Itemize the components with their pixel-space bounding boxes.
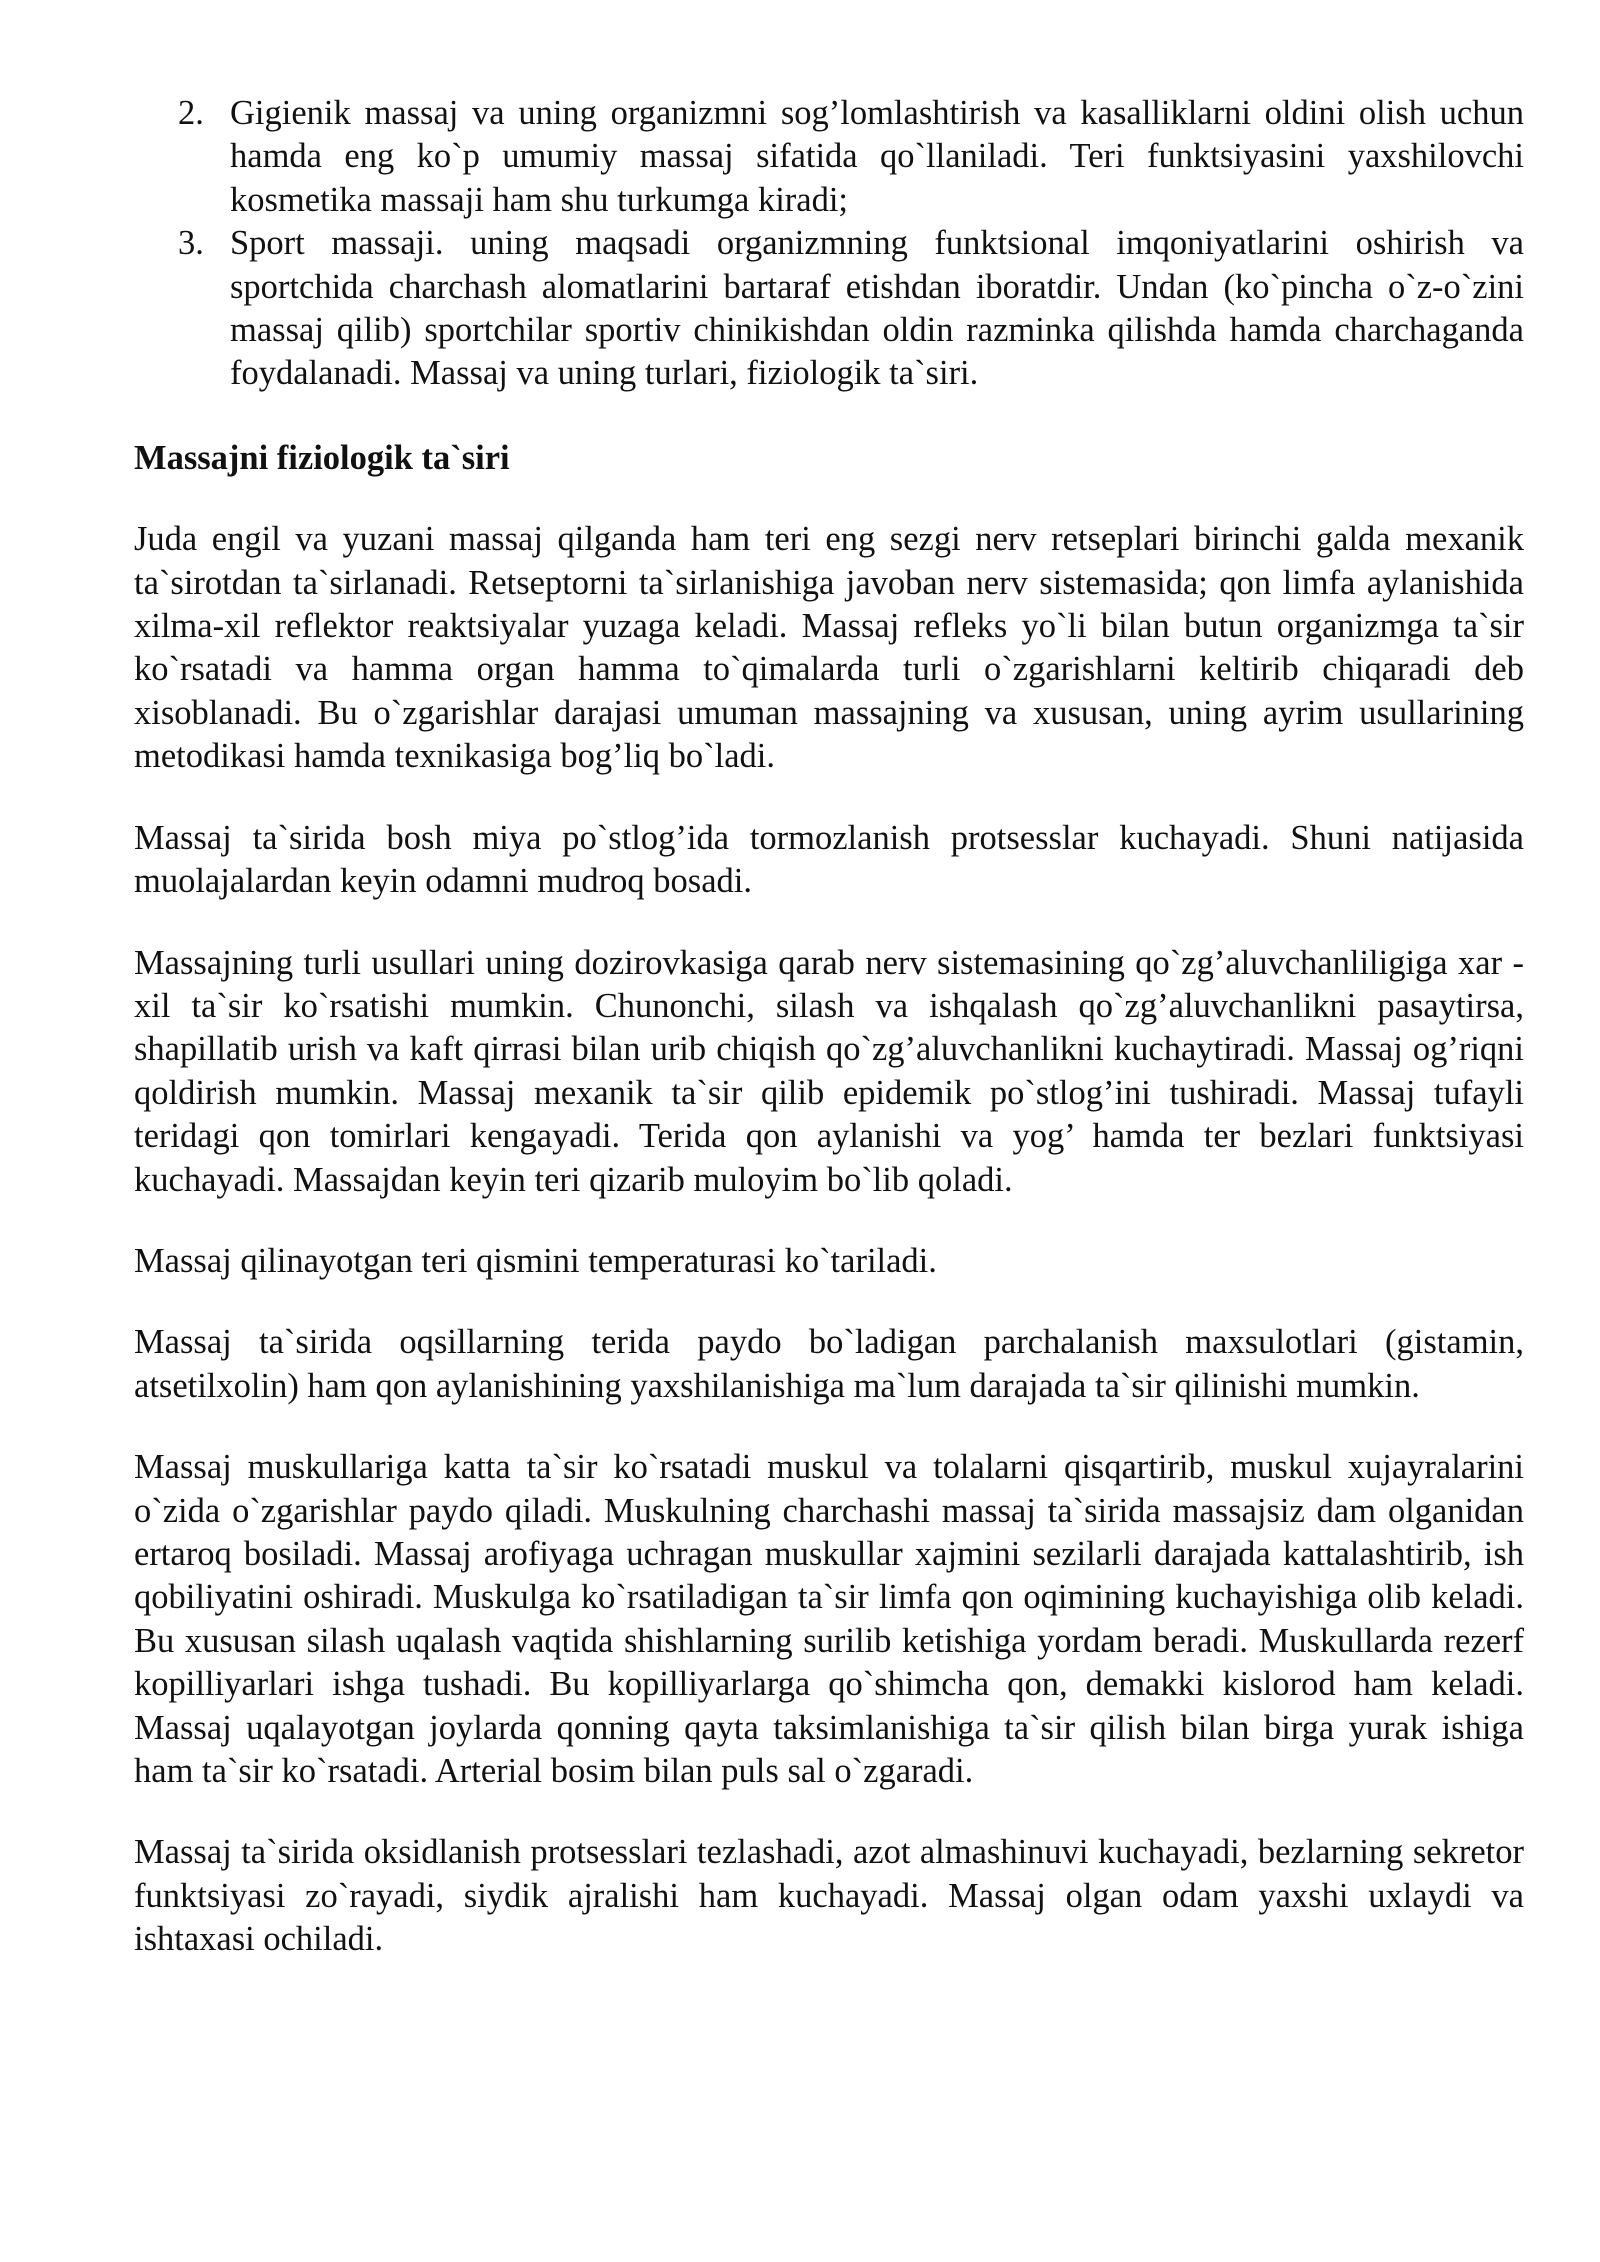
list-item [134, 222, 1524, 396]
paragraph: Massaj muskullariga katta ta`sir ko`rsatadi muskul va tolalarni qisqartirib, muskul xujayralarini o`zida o`zgarishlar paydo qiladi. Muskulning charchashi massaj ta`sirida massajsiz dam olganidan ertaroq bosiladi. Massaj arofiyaga uchragan muskullar xajmini sezilarli darajada kattalashtirib, ish qobiliyatini oshiradi. Muskulga ko`rsatiladigan ta`sir limfa qon oqimining kuchayishiga olib keladi. Bu xususan silash uqalash vaqtida shishlarning surilib ketishiga yordam beradi. Muskullarda rezerf kopilliyarlari ishga tushadi. Bu kopilliyarlarga qo`shimcha qon, demakki kislorod ham keladi. Massaj uqalayotgan joylarda qonning qayta taksimlanishiga ta`sir qilish bilan birga yurak ishiga ham ta`sir ko`rsatadi. Arterial bosim bilan puls sal o`zgaradi. [134, 1448, 1524, 1790]
list-item-number: 2. [178, 94, 204, 132]
list-item-text: Sport massaji. uning maqsadi organizmning funktsional imqoniyatlarini oshirish va sportchida charchash alomatlarini bartaraf etishdan iboratdir. Undan (ko`pincha o`z-o`zini massaj qilib) sportchilar sportiv chinikishdan oldin razminka qilishda hamda charchaganda foydalanadi. Massaj va uning turlari, fiziologik ta`siri. [230, 224, 1524, 393]
numbered-list [134, 92, 1524, 396]
paragraph: Juda engil va yuzani massaj qilganda ham teri eng sezgi nerv retseplari birinchi galda mexanik ta`sirotdan ta`sirlanadi. Retseptorni ta`sirlanishiga javoban nerv sistemasida; qon limfa aylanishida xilma-xil reflektor reaktsiyalar yuzaga keladi. Massaj refleks yo`li bilan butun organizmga ta`sir ko`rsatadi va hamma organ hamma to`qimalarda turli o`zgarishlarni keltirib chiqaradi deb xisoblanadi. Bu o`zgarishlar darajasi umuman massajning va xususan, uning ayrim usullarining metodikasi hamda texnikasiga bog’liq bo`ladi. [134, 520, 1524, 776]
section-heading: Massajni fiziologik ta`siri [134, 438, 510, 477]
paragraph: Massaj ta`sirida bosh miya po`stlog’ida tormozlanish protsesslar kuchayadi. Shuni natijasida muolajalardan keyin odamni mudroq bosadi. [134, 818, 1524, 901]
list-item-text: Gigienik massaj va uning organizmni sog’lomlashtirish va kasalliklarni oldini olish uchun hamda eng ko`p umumiy massaj sifatida qo`llaniladi. Teri funktsiyasini yaxshilovchi kosmetika massaji ham shu turkumga kiradi; [230, 94, 1524, 219]
paragraph: Massaj ta`sirida oksidlanish protsesslari tezlashadi, azot almashinuvi kuchayadi, bezlarning sekretor funktsiyasi zo`rayadi, siydik ajralishi ham kuchayadi. Massaj olgan odam yaxshi uxlaydi va ishtaxasi ochiladi. [134, 1833, 1524, 1959]
paragraph: Massajning turli usullari uning dozirovkasiga qarab nerv sistemasining qo`zg’aluvchanliligiga xar -xil ta`sir ko`rsatishi mumkin. Chunonchi, silash va ishqalash qo`zg’aluvchanlikni pasaytirsa, shapillatib urish va kaft qirrasi bilan urib chiqish qo`zg’aluvchanlikni kuchaytiradi. Massaj og’riqni qoldirish mumkin. Massaj mexanik ta`sir qilib epidemik po`stlog’ini tushiradi. Massaj tufayli teridagi qon tomirlari kengayadi. Terida qon aylanishi va yog’ hamda ter bezlari funktsiyasi kuchayadi. Massajdan keyin teri qizarib muloyim bo`lib qoladi. [134, 943, 1524, 1199]
list-item [134, 92, 1524, 222]
paragraph: Massaj ta`sirida oqsillarning terida paydo bo`ladigan parchalanish maxsulotlari (gistamin, atsetilxolin) ham qon aylanishining yaxshilanishiga ma`lum darajada ta`sir qilinishi mumkin. [134, 1323, 1524, 1405]
list-item-number: 3. [178, 224, 204, 263]
paragraph: Massaj qilinayotgan teri qismini temperaturasi ko`tariladi. [134, 1241, 937, 1280]
document-page [134, 92, 1524, 2000]
